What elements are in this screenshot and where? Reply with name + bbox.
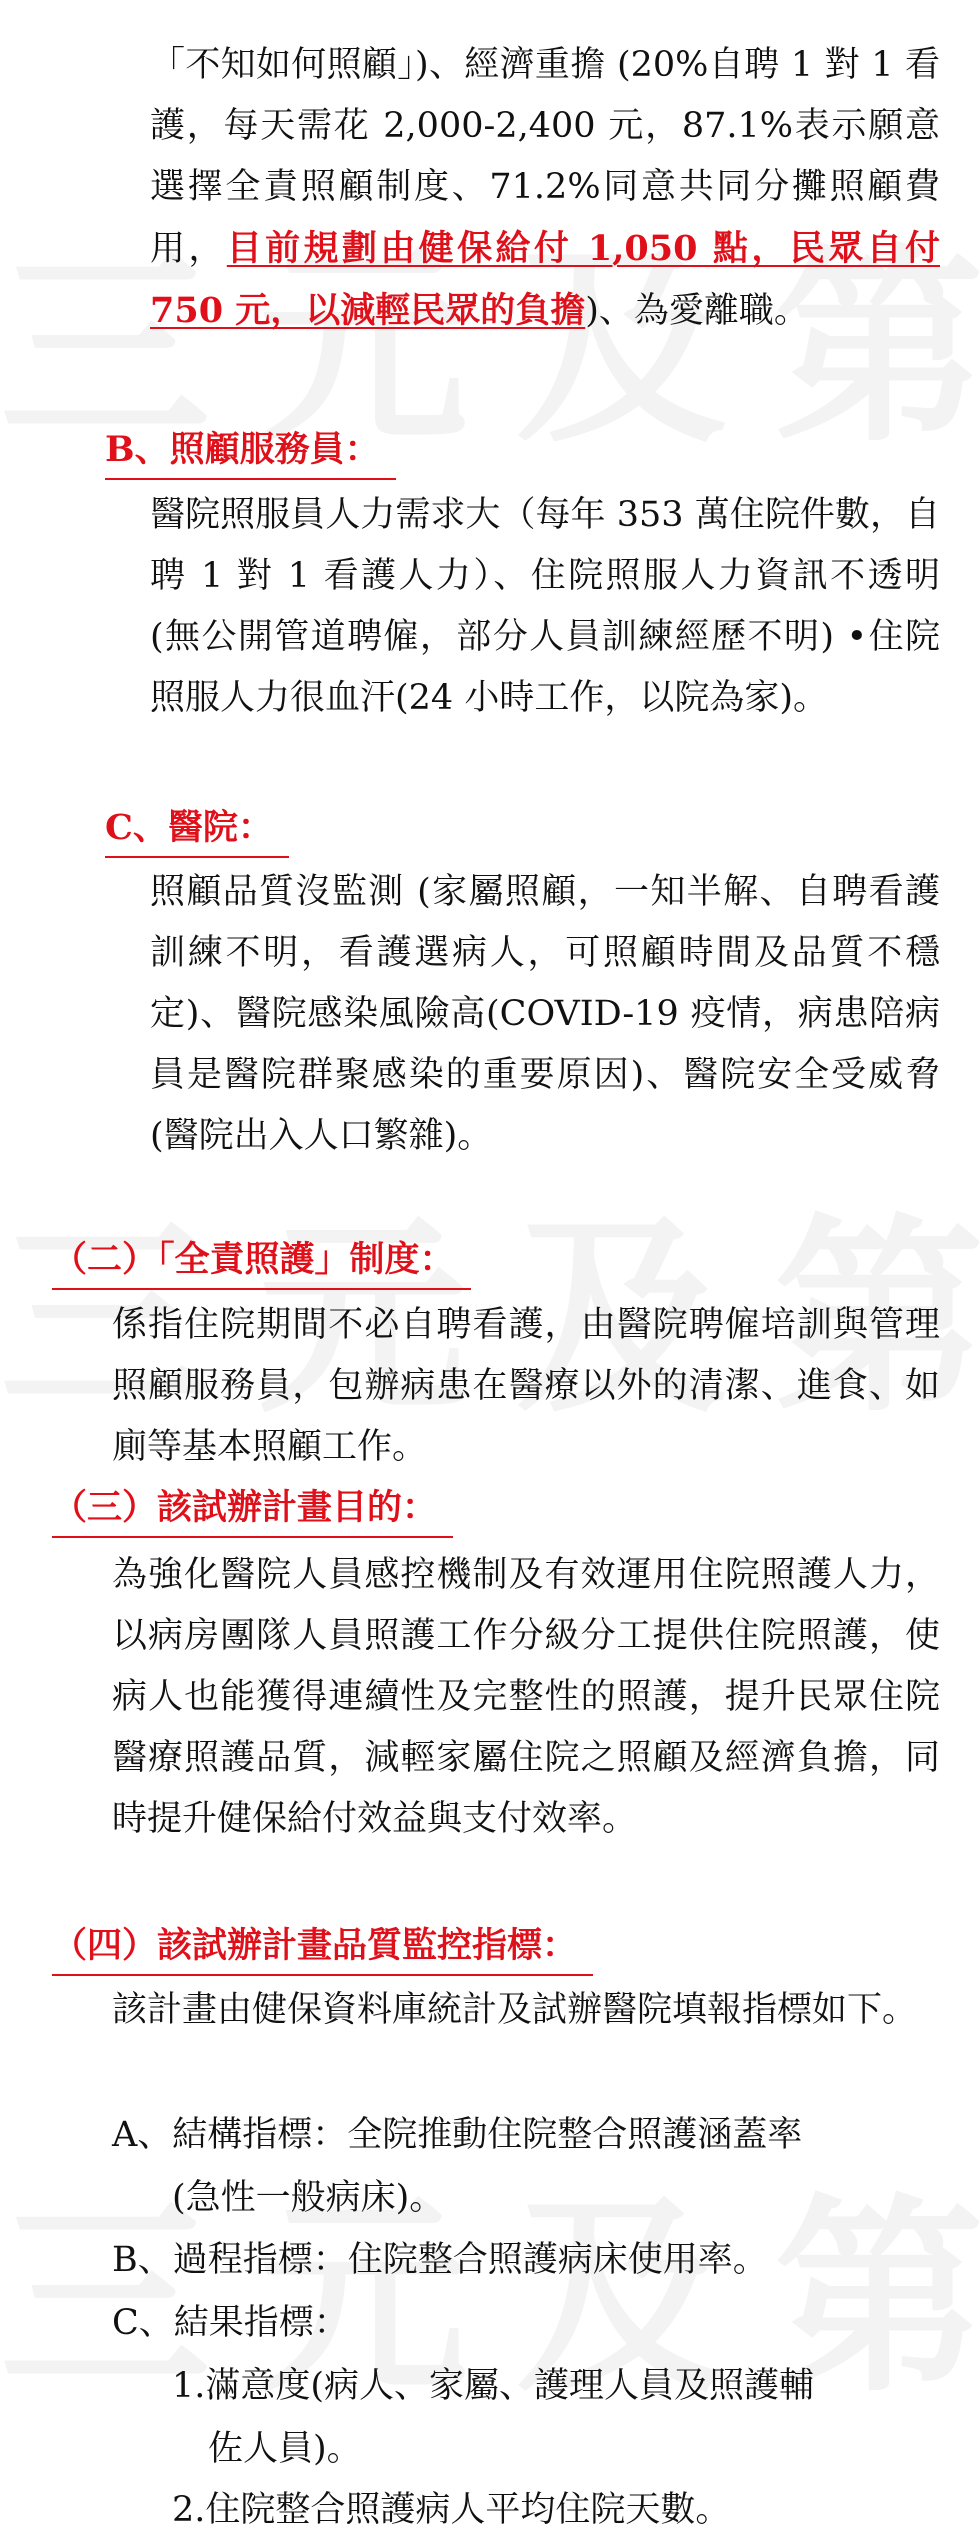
section-b-body: 醫院照服員人力需求大（每年 353 萬住院件數，自聘 1 對 1 看護人力）、住院照服人力資訊不透明 (無公開管道聘僱，部分人員訓練經歷不明) •住院照服人力很血汗(24 小時工作，以院為家)。 (150, 495, 940, 718)
intro-paragraph (150, 35, 940, 342)
part-4-heading: （四）該試辦計畫品質監控指標： (52, 1918, 593, 1976)
indicator-process: B、過程指標：住院整合照護病床使用率。 (112, 2240, 768, 2280)
indicator-outcome: C、結果指標： (112, 2303, 349, 2343)
highlight-text: 目前規劃由健保給付 1,050 點，民眾自付 750 元，以減輕民眾的負擔 (150, 228, 940, 331)
section-c-body: 照顧品質沒監測 (家屬照顧，一知半解、自聘看護訓練不明，看護選病人，可照顧時間及品質不穩定)、醫院感染風險高(COVID-19 疫情，病患陪病員是醫院群聚感染的重要原因)、醫院安全受威脅 (醫院出入人口繁雜)。 (150, 872, 940, 1156)
outcome-item-2: 2.住院整合照護病人平均住院天數。 (172, 2490, 731, 2530)
section-heading-b: B、照顧服務員： (105, 422, 396, 480)
outcome-item-1-cont: 佐人員)。 (208, 2429, 362, 2469)
indicator-structure-cont: (急性一般病床)。 (172, 2178, 445, 2218)
part-4-intro: 該計畫由健保資料庫統計及試辦醫院填報指標如下。 (112, 1990, 918, 2030)
intro-text: 「不知如何照顧」)、經濟重擔 (20%自聘 1 對 1 看護，每天需花 2,000-2,400 元，87.1%表示願意選擇全責照顧制度、71.2%同意共同分攤照顧費用， (150, 45, 940, 269)
part-2-heading: （二）「全責照護」制度： (52, 1232, 471, 1290)
part-3-body: 為強化醫院人員感控機制及有效運用住院照護人力，以病房團隊人員照護工作分級分工提供住院照護，使病人也能獲得連續性及完整性的照護，提升民眾住院醫療照護品質，減輕家屬住院之照顧及經濟負擔，同時提升健保給付效益與支付效率。 (112, 1555, 940, 1839)
outcome-item-1: 1.滿意度(病人、家屬、護理人員及照護輔 (172, 2366, 815, 2406)
part-3-heading: （三）該試辦計畫目的： (52, 1480, 453, 1538)
part-2-body: 係指住院期間不必自聘看護，由醫院聘僱培訓與管理照顧服務員，包辦病患在醫療以外的清潔、進食、如廁等基本照顧工作。 (112, 1305, 940, 1467)
section-heading-c: C、醫院： (105, 800, 289, 858)
intro-tail: )、為愛離職。 (585, 291, 809, 331)
indicator-structure: A、結構指標：全院推動住院整合照護涵蓋率 (112, 2115, 803, 2155)
